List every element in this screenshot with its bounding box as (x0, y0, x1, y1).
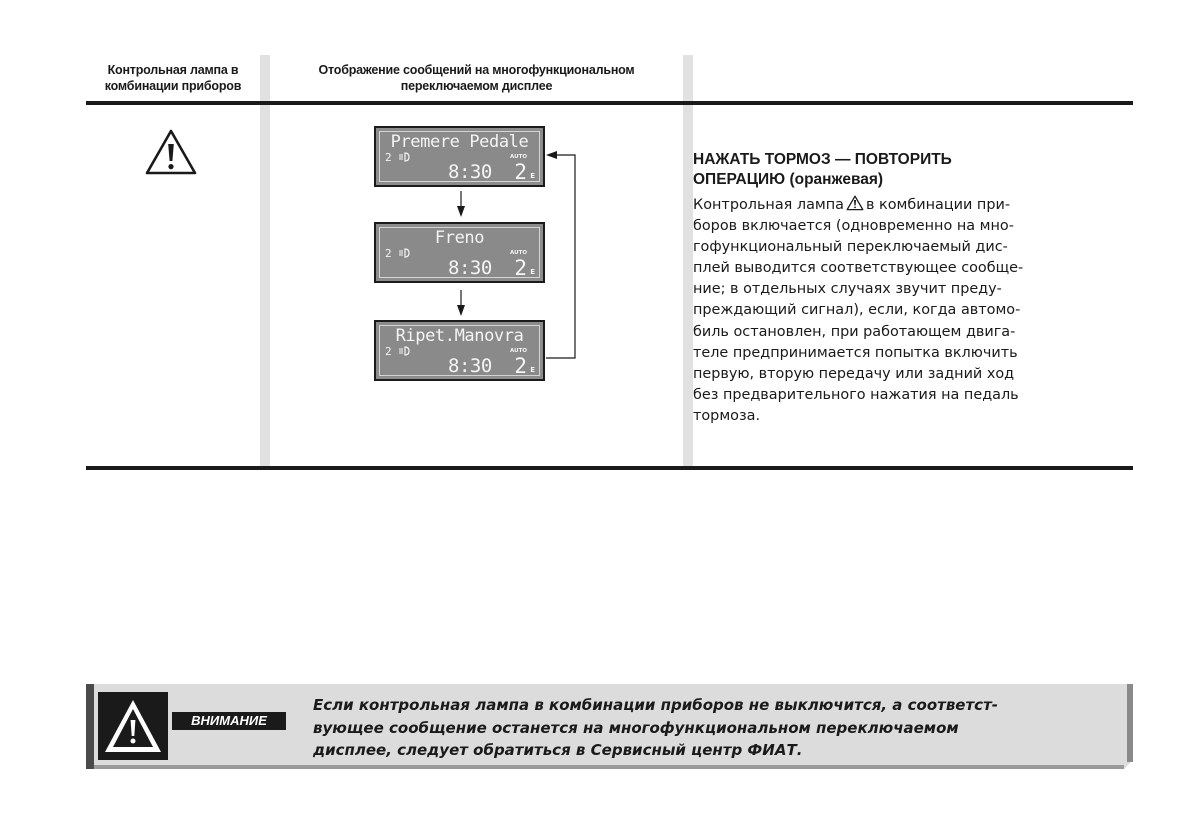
display-screen-freno (374, 222, 545, 283)
display-gear: 2 (514, 160, 527, 184)
message-description: Контрольная лампа в комбинации при- боров включается (одновременно на мно- гофункциональный переключаемый дис- плей выводится соответствующее сообще- ние; в отдельных случаях звучит преду- преждающий сигнал), если, когда автомо- биль остановлен, при работающем двига- теле предпринимается попытка включить первую, вторую передачу или задний ход без предварительного нажатия на педаль тормоза. (693, 195, 1133, 427)
warning-triangle-icon (98, 692, 168, 760)
display-gear-suffix: E (530, 268, 535, 276)
display-gear: 2 (514, 354, 527, 378)
table-top-rule (86, 101, 1133, 105)
table-bottom-rule (86, 466, 1133, 470)
display-gear: 2 (514, 256, 527, 280)
display-small-gear: 2 (385, 346, 410, 358)
display-small-gear: 2 (385, 152, 410, 164)
display-time: 8:30 (448, 355, 492, 377)
warning-text: Если контрольная лампа в комбинации приборов не выключится, а соответст- вующее сообщение останется на многофункциональном переключаемом дисплее, следует обратиться в Сервисный центр ФИАТ. (313, 696, 998, 759)
display-auto-label: AUTO (510, 154, 527, 160)
headlight-icon (398, 346, 410, 356)
display-message: Premere Pedale (390, 132, 529, 152)
body-first-line: Контрольная лампа в комбинации при- (693, 197, 1011, 213)
header-display-messages: Отображение сообщений на многофункциональном переключаемом дисплее (318, 63, 635, 93)
header-warning-lamp: Контрольная лампа в комбинации приборов (104, 63, 242, 93)
message-title: НАЖАТЬ ТОРМОЗ — ПОВТОРИТЬ ОПЕРАЦИЮ (оранжевая) (693, 151, 952, 188)
warning-triangle-icon (846, 195, 864, 211)
display-small-gear: 2 (385, 248, 410, 260)
headlight-icon (398, 248, 410, 258)
display-screen-ripet-manovra (374, 320, 545, 381)
warning-label: ВНИМАНИЕ (172, 712, 286, 730)
display-auto-label: AUTO (510, 348, 527, 354)
col2-divider-shade (683, 55, 693, 468)
col1-divider-shade (260, 55, 270, 468)
display-gear-suffix: E (530, 366, 535, 374)
display-message: Ripet.Manovra (395, 326, 524, 346)
display-gear-suffix: E (530, 172, 535, 180)
warning-triangle-icon (144, 128, 198, 176)
display-time: 8:30 (448, 161, 492, 183)
display-screen-premere-pedale (374, 126, 545, 187)
display-auto-label: AUTO (510, 250, 527, 256)
display-message: Freno (434, 228, 485, 248)
display-time: 8:30 (448, 257, 492, 279)
headlight-icon (398, 152, 410, 162)
